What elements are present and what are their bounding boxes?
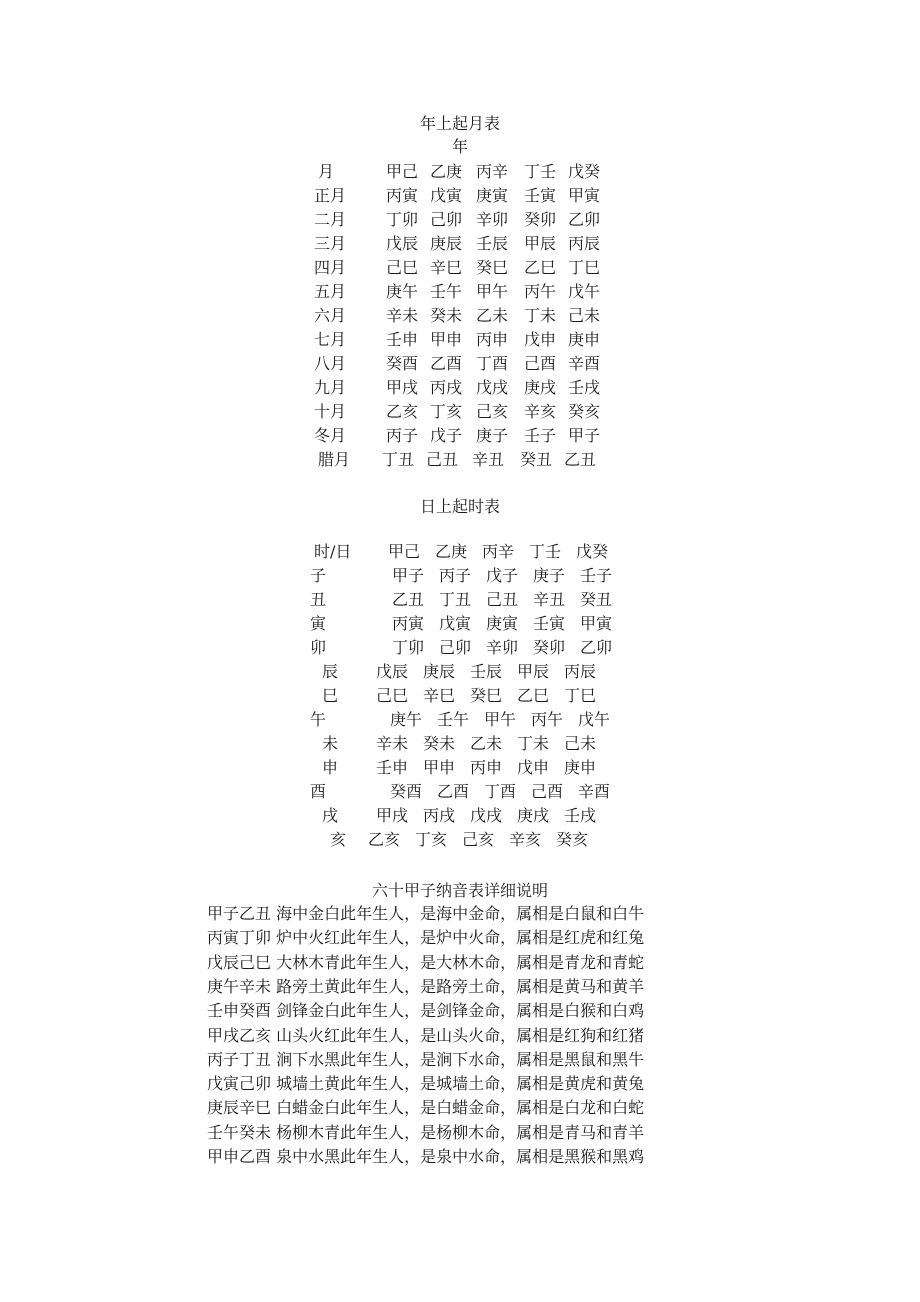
hour-table-row-label: 丑	[310, 590, 327, 609]
month-table-row-label: 二月	[314, 210, 347, 229]
hour-table-cell: 甲申	[423, 758, 456, 777]
month-table-cell: 壬子	[524, 426, 557, 445]
month-table-cell: 壬申	[386, 330, 419, 349]
hour-table-cell: 丙申	[470, 758, 503, 777]
hour-table-cell: 癸巳	[470, 686, 503, 705]
month-table-cell: 癸丑	[520, 450, 553, 469]
month-table-cell: 庚午	[386, 282, 419, 301]
hour-table-cell: 戊辰	[376, 662, 409, 681]
hour-table-cell: 乙庚	[435, 542, 468, 561]
month-table-cell: 戊子	[430, 426, 463, 445]
month-table-cell: 癸卯	[524, 210, 557, 229]
hour-table-cell: 丙辛	[482, 542, 515, 561]
month-table-cell: 辛巳	[430, 258, 463, 277]
month-table-cell: 癸巳	[476, 258, 509, 277]
nayin-row: 戊辰己巳 大林木青此年生人，是大林木命，属相是青龙和青蛇	[207, 952, 645, 972]
month-table-cell: 丁未	[524, 306, 557, 325]
nayin-row: 戊寅己卯 城墙土黄此年生人，是城墙土命，属相是黄虎和黄兔	[207, 1074, 645, 1094]
hour-table-row-label: 亥	[330, 830, 347, 849]
month-table-cell: 戊午	[568, 282, 601, 301]
hour-table-cell: 甲辰	[517, 662, 550, 681]
hour-table-row-label: 戌	[322, 806, 339, 825]
hour-table-row-label: 寅	[310, 614, 327, 633]
hour-table-cell: 丙午	[531, 710, 564, 729]
nayin-row: 甲子乙丑 海中金白此年生人，是海中金命，属相是白鼠和白牛	[207, 904, 645, 923]
hour-table-row-label: 时/日	[314, 542, 352, 561]
month-table-cell: 丁亥	[430, 402, 463, 421]
month-table-cell: 己未	[568, 306, 601, 325]
month-table-cell: 辛卯	[476, 210, 509, 229]
nayin-row: 庚辰辛巳 白蜡金白此年生人，是白蜡金命，属相是白龙和白蛇	[207, 1098, 645, 1118]
hour-table-cell: 戊寅	[439, 614, 472, 633]
hour-table-cell: 乙巳	[517, 686, 550, 705]
month-table-year-label: 年	[451, 137, 468, 156]
month-table-cell: 甲寅	[568, 186, 601, 205]
month-table-cell: 庚子	[476, 426, 509, 445]
hour-table-cell: 己巳	[376, 686, 409, 705]
month-table-cell: 甲己	[386, 162, 419, 181]
hour-table-cell: 丁丑	[439, 590, 472, 609]
month-table-title: 年上起月表	[419, 114, 500, 133]
month-table-row-label: 七月	[314, 330, 347, 349]
hour-table-cell: 辛卯	[486, 638, 519, 657]
hour-table-cell: 甲子	[392, 566, 425, 585]
month-table-cell: 辛亥	[524, 402, 557, 421]
month-table-cell: 乙亥	[386, 402, 419, 421]
month-table-cell: 丙辰	[568, 234, 601, 253]
month-table-cell: 丙申	[476, 330, 509, 349]
month-table-cell: 庚寅	[476, 186, 509, 205]
month-table-cell: 戊戌	[476, 378, 509, 397]
month-table-row-label: 十月	[314, 402, 347, 421]
month-table-cell: 戊寅	[430, 186, 463, 205]
hour-table-cell: 甲寅	[580, 614, 613, 633]
hour-table-cell: 癸卯	[533, 638, 566, 657]
hour-table-row-label: 辰	[322, 662, 339, 681]
month-table-cell: 戊申	[524, 330, 557, 349]
month-table-cell: 己巳	[386, 258, 419, 277]
month-table-cell: 壬寅	[524, 186, 557, 205]
hour-table-cell: 戊子	[486, 566, 519, 585]
hour-table-cell: 戊午	[578, 710, 611, 729]
month-table-row-label: 六月	[314, 306, 347, 325]
hour-table-cell: 丙辰	[564, 662, 597, 681]
month-table-cell: 壬戌	[568, 378, 601, 397]
month-table-cell: 癸未	[430, 306, 463, 325]
hour-table-row-label: 酉	[310, 782, 327, 801]
month-table-cell: 丁壬	[524, 162, 557, 181]
hour-table-cell: 壬戌	[564, 806, 597, 825]
hour-table-cell: 丙戌	[423, 806, 456, 825]
month-table-row-label: 正月	[314, 186, 347, 205]
month-table-cell: 癸亥	[568, 402, 601, 421]
hour-table-cell: 乙亥	[368, 830, 401, 849]
month-table-cell: 戊癸	[568, 162, 601, 181]
month-table-cell: 乙巳	[524, 258, 557, 277]
hour-table-cell: 戊申	[517, 758, 550, 777]
month-table-cell: 乙酉	[430, 354, 463, 373]
month-table-cell: 丙戌	[430, 378, 463, 397]
month-table-cell: 丙辛	[476, 162, 509, 181]
month-table-row-label: 五月	[314, 282, 347, 301]
hour-table-cell: 乙未	[470, 734, 503, 753]
hour-table-cell: 庚午	[390, 710, 423, 729]
month-table-cell: 丙午	[524, 282, 557, 301]
month-table-cell: 甲辰	[524, 234, 557, 253]
hour-table-cell: 丁酉	[484, 782, 517, 801]
nayin-row: 壬午癸未 杨柳木青此年生人，是杨柳木命，属相是青马和青羊	[207, 1122, 645, 1142]
nayin-title: 六十甲子纳音表详细说明	[371, 881, 548, 900]
hour-table-cell: 丁壬	[529, 542, 562, 561]
hour-table-cell: 戊戌	[470, 806, 503, 825]
hour-table-cell: 丁卯	[392, 638, 425, 657]
nayin-row: 丙寅丁卯 炉中火红此年生人，是炉中火命，属相是红虎和红兔	[207, 928, 645, 948]
nayin-row: 壬申癸酉 剑锋金白此年生人，是剑锋金命，属相是白猴和白鸡	[207, 1001, 645, 1021]
hour-table-cell: 丁巳	[564, 686, 597, 705]
hour-table-cell: 乙丑	[392, 590, 425, 609]
month-table-cell: 乙未	[476, 306, 509, 325]
hour-table-cell: 癸亥	[556, 830, 589, 849]
hour-table-row-label: 卯	[310, 638, 327, 657]
month-table-row-label: 腊月	[318, 450, 351, 469]
hour-table-cell: 乙酉	[437, 782, 470, 801]
month-table-cell: 癸酉	[386, 354, 419, 373]
month-table-cell: 戊辰	[386, 234, 419, 253]
hour-table-row-label: 子	[310, 566, 327, 585]
month-table-cell: 乙庚	[430, 162, 463, 181]
hour-table-cell: 壬申	[376, 758, 409, 777]
month-table-cell: 丙寅	[386, 186, 419, 205]
month-table-cell: 己酉	[524, 354, 557, 373]
month-table-row-label: 九月	[314, 378, 347, 397]
month-table-row-label: 四月	[314, 258, 347, 277]
month-table-cell: 乙丑	[564, 450, 597, 469]
hour-table-cell: 丙子	[439, 566, 472, 585]
hour-table-cell: 庚申	[564, 758, 597, 777]
hour-table-cell: 壬辰	[470, 662, 503, 681]
hour-table-cell: 壬寅	[533, 614, 566, 633]
hour-table-row-label: 午	[310, 710, 327, 729]
month-table-cell: 辛丑	[472, 450, 505, 469]
nayin-row: 甲申乙酉 泉中水黑此年生人，是泉中水命，属相是黑猴和黑鸡	[207, 1147, 645, 1166]
nayin-row: 甲戌乙亥 山头火红此年生人，是山头火命，属相是红狗和红猪	[207, 1025, 645, 1045]
hour-table-cell: 丁未	[517, 734, 550, 753]
hour-table-cell: 己亥	[462, 830, 495, 849]
hour-table-cell: 甲午	[484, 710, 517, 729]
month-table-cell: 丁巳	[568, 258, 601, 277]
hour-table-row-label: 未	[322, 734, 339, 753]
nayin-row: 丙子丁丑 涧下水黑此年生人，是涧下水命，属相是黑鼠和黑牛	[207, 1049, 645, 1069]
hour-table-cell: 乙卯	[580, 638, 613, 657]
hour-table-cell: 辛巳	[423, 686, 456, 705]
hour-table-cell: 己卯	[439, 638, 472, 657]
month-table-cell: 庚辰	[430, 234, 463, 253]
hour-table-cell: 壬子	[580, 566, 613, 585]
hour-table-cell: 丁亥	[415, 830, 448, 849]
month-table-cell: 壬午	[430, 282, 463, 301]
month-table-cell: 甲申	[430, 330, 463, 349]
month-table-cell: 丁酉	[476, 354, 509, 373]
hour-table-cell: 己未	[564, 734, 597, 753]
hour-table-row-label: 申	[322, 758, 339, 777]
hour-table-cell: 戊癸	[576, 542, 609, 561]
hour-table-cell: 甲戌	[376, 806, 409, 825]
hour-table-cell: 癸丑	[580, 590, 613, 609]
hour-table-cell: 己酉	[531, 782, 564, 801]
month-table-cell: 甲戌	[386, 378, 419, 397]
hour-table-cell: 辛丑	[533, 590, 566, 609]
month-table-cell: 丁丑	[382, 450, 415, 469]
hour-table-row-label: 巳	[322, 686, 339, 705]
month-table-cell: 壬辰	[476, 234, 509, 253]
nayin-row: 庚午辛未 路旁土黄此年生人，是路旁土命，属相是黄马和黄羊	[207, 976, 645, 996]
month-table-cell: 乙卯	[568, 210, 601, 229]
month-table-cell: 甲子	[568, 426, 601, 445]
month-table-cell: 庚戌	[524, 378, 557, 397]
month-table-cell: 己亥	[476, 402, 509, 421]
month-table-cell: 辛酉	[568, 354, 601, 373]
hour-table-cell: 庚寅	[486, 614, 519, 633]
month-table-cell: 丁卯	[386, 210, 419, 229]
month-table-cell: 庚申	[568, 330, 601, 349]
hour-table-cell: 庚戌	[517, 806, 550, 825]
hour-table-cell: 癸未	[423, 734, 456, 753]
month-table-cell: 辛未	[386, 306, 419, 325]
month-table-row-label: 冬月	[314, 426, 347, 445]
month-table-cell: 丙子	[386, 426, 419, 445]
hour-table-cell: 丙寅	[392, 614, 425, 633]
hour-table-cell: 己丑	[486, 590, 519, 609]
month-table-cell: 甲午	[476, 282, 509, 301]
hour-table-cell: 辛亥	[509, 830, 542, 849]
hour-table-cell: 甲己	[388, 542, 421, 561]
month-table-row-label: 三月	[314, 234, 347, 253]
hour-table-cell: 辛酉	[578, 782, 611, 801]
hour-table-cell: 壬午	[437, 710, 470, 729]
hour-table-cell: 癸酉	[390, 782, 423, 801]
hour-table-cell: 辛未	[376, 734, 409, 753]
month-table-row-label: 八月	[314, 354, 347, 373]
month-table-cell: 己丑	[426, 450, 459, 469]
month-table-cell: 己卯	[430, 210, 463, 229]
month-table-row-label: 月	[318, 162, 335, 181]
hour-table-title: 日上起时表	[419, 497, 500, 516]
hour-table-cell: 庚辰	[423, 662, 456, 681]
hour-table-cell: 庚子	[533, 566, 566, 585]
